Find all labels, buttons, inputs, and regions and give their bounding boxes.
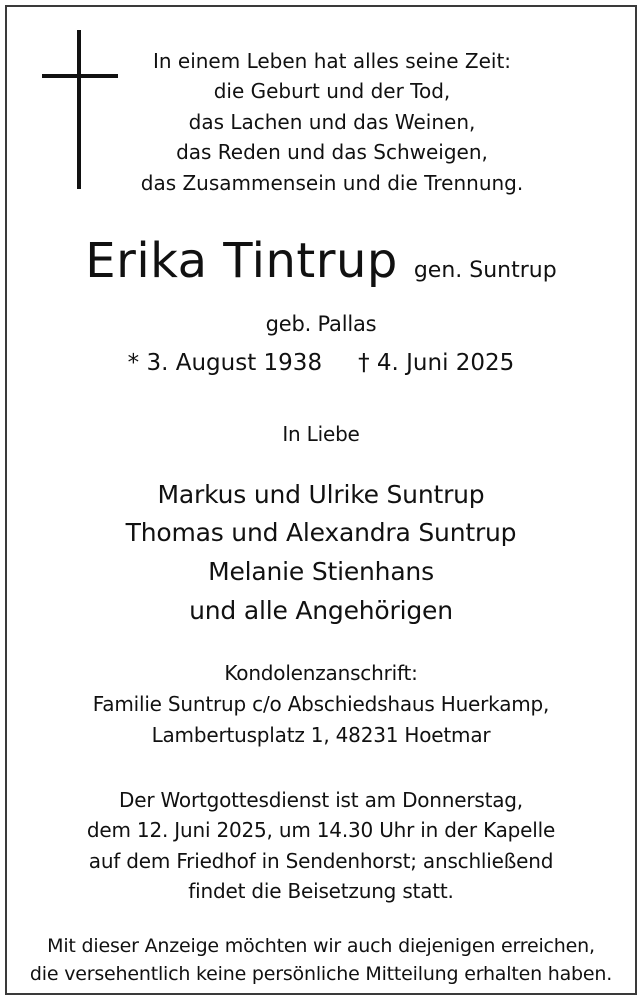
verse-line: das Reden und das Schweigen, <box>176 140 488 164</box>
condolence-address: Familie Suntrup c/o Abschiedshaus Huerkamp, <box>92 692 550 716</box>
verse-line: das Zusammensein und die Trennung. <box>140 171 524 195</box>
cross-icon-bar <box>42 74 118 78</box>
condolence-label: Kondolenzanschrift: <box>224 661 418 685</box>
condolence-address: Lambertusplatz 1, 48231 Hoetmar <box>151 723 491 747</box>
verse-line: In einem Leben hat alles seine Zeit: <box>152 49 512 73</box>
deceased-called-name: gen. Suntrup <box>413 258 557 283</box>
death-date: † 4. Juni 2025 <box>358 350 515 376</box>
family-member: Thomas und Alexandra Suntrup <box>125 518 517 547</box>
birth-date: * 3. August 1938 <box>127 350 323 376</box>
in-love-label: In Liebe <box>282 422 360 446</box>
verse-line: die Geburt und der Tod, <box>213 79 451 103</box>
service-info: findet die Beisetzung statt. <box>188 879 454 903</box>
family-member: Melanie Stienhans <box>208 557 434 586</box>
deceased-name-row <box>7 233 635 289</box>
family-member: Markus und Ulrike Suntrup <box>157 480 485 509</box>
verse-line: das Lachen und das Weinen, <box>188 110 476 134</box>
service-info: auf dem Friedhof in Sendenhorst; anschließend <box>88 849 554 873</box>
closing-note: Mit dieser Anzeige möchten wir auch diejenigen erreichen, <box>47 935 595 957</box>
birth-name: geb. Pallas <box>265 312 377 336</box>
family-member: und alle Angehörigen <box>189 596 453 625</box>
deceased-name: Erika Tintrup <box>85 233 398 289</box>
cross-icon <box>77 30 81 189</box>
life-dates <box>7 350 635 376</box>
service-info: dem 12. Juni 2025, um 14.30 Uhr in der Kapelle <box>86 818 556 842</box>
obituary-notice <box>5 5 637 995</box>
service-info: Der Wortgottesdienst ist am Donnerstag, <box>119 788 523 812</box>
closing-note: die versehentlich keine persönliche Mitteilung erhalten haben. <box>29 963 613 985</box>
